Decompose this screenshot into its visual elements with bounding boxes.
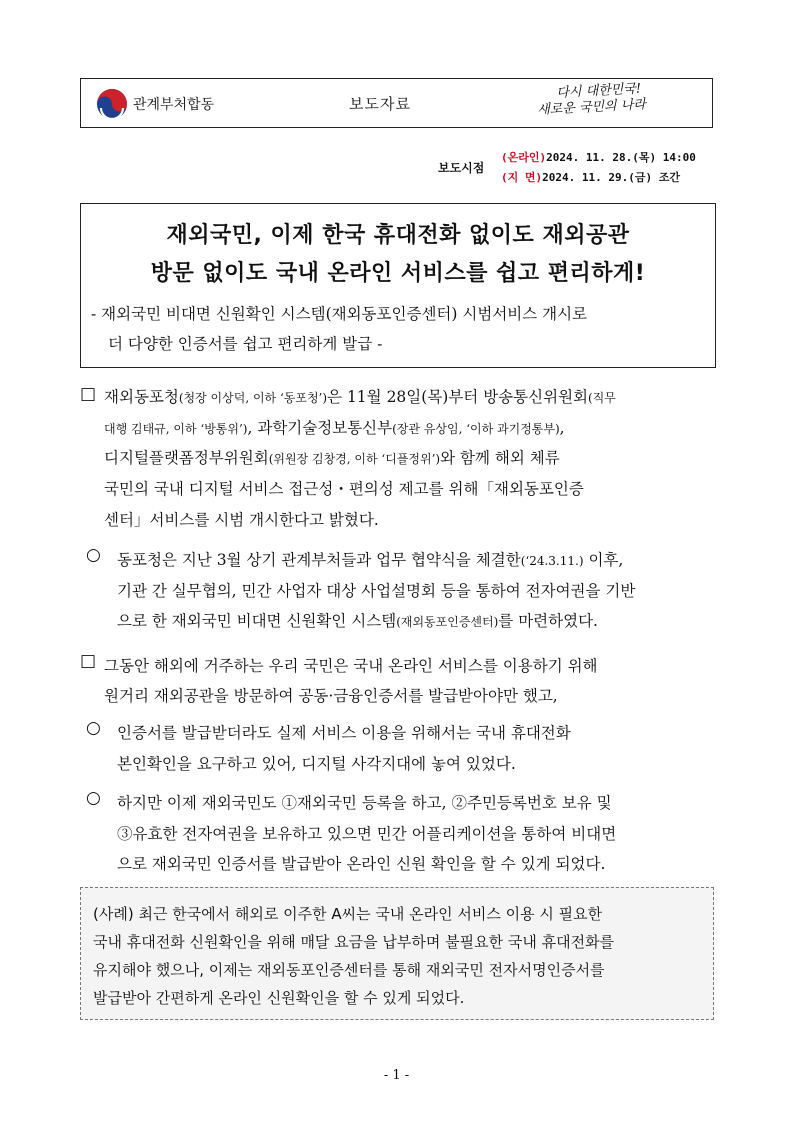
page-number: - 1 - (383, 1068, 410, 1083)
square-bullet-icon: □ (80, 384, 97, 404)
p4-line-1: 인증서를 발급받더라도 실제 서비스 이용을 위해서는 국내 휴대전화 (117, 724, 571, 742)
text: 를 마련하였다. (498, 612, 598, 630)
headline-line-2: 방문 없이도 국내 온라인 서비스를 쉽고 편리하게! (150, 261, 646, 286)
p2-line-3 (117, 609, 598, 631)
embargo-label: 보도시점 (438, 161, 485, 175)
embargo-print-time: 2024. 11. 29.(금) 조간 (542, 171, 680, 184)
government-emblem-icon (95, 87, 129, 121)
example-line-4: 발급받아 간편하게 온라인 신원확인을 할 수 있게 되었다. (93, 989, 465, 1007)
embargo-online-tag: (온라인) (501, 151, 547, 164)
p5-line-1: 하지만 이제 재외국민도 ①재외국민 등록을 하고, ②주민등록번호 보유 및 (117, 794, 612, 812)
p4-line-2: 본인확인을 요구하고 있어, 디지털 사각지대에 놓여 있었다. (117, 755, 516, 773)
circle-bullet-icon: ○ (86, 718, 101, 738)
text: 으로 한 재외국민 비대면 신원확인 시스템 (117, 612, 397, 630)
p2-line-2: 기관 간 실무협의, 민간 사업자 대상 사업설명회 등을 통하여 전자여권을 기반 (117, 582, 636, 600)
text: (청장 이상덕, 이하 ‘동포청’) (178, 391, 328, 405)
p1-line-5: 센터」서비스를 시범 개시한다고 밝혔다. (104, 511, 379, 529)
circle-bullet-icon: ○ (86, 545, 101, 565)
text: (‘24.3.11.) (520, 554, 584, 568)
circle-bullet-icon: ○ (86, 788, 101, 808)
slogan-line-2: 새로운 국민의 나라 (536, 97, 647, 118)
text: 재외동포청 (104, 388, 179, 406)
example-line-1: (사례) 최근 한국에서 해외로 이주한 A씨는 국내 온라인 서비스 이용 시 필요한 (93, 905, 603, 923)
text: (직무 (588, 391, 616, 405)
example-line-2: 국내 휴대전화 신원확인을 위해 매달 요금을 납부하며 불필요한 국내 휴대전화를 (93, 933, 615, 951)
embargo-print-tag: (지 면) (501, 171, 543, 184)
org-name: 관계부처합동 (133, 97, 215, 113)
square-bullet-icon: □ (80, 651, 97, 671)
text: 디지털플랫폼정부위원회 (104, 449, 269, 467)
subtitle-line-1: - 재외국민 비대면 신원확인 시스템(재외동포인증센터) 시범서비스 개시로 (91, 305, 588, 323)
p3-line-1: 그동안 해외에 거주하는 우리 국민은 국내 온라인 서비스를 이용하기 위해 (104, 657, 598, 675)
text: 이후, (583, 551, 624, 569)
text: 대행 김태규, 이하 ‘방통위’) (104, 422, 248, 436)
text: 은 11월 28일(목)부터 방송통신위원회 (327, 388, 589, 406)
example-line-3: 유지해야 했으나, 이제는 재외동포인증센터를 통해 재외국민 전자서명인증서를 (93, 961, 605, 979)
text: , 과학기술정보통신부 (247, 419, 393, 437)
p5-line-2: ③유효한 전자여권을 보유하고 있으면 민간 어플리케이션을 통하여 비대면 (117, 825, 617, 843)
p1-line-3 (104, 446, 560, 468)
text: 동포청은 지난 3월 상기 관계부처들과 업무 협약식을 체결한 (117, 551, 521, 569)
text: 와 함께 해외 체류 (440, 449, 560, 467)
embargo-print (501, 169, 680, 185)
text: (장관 유상임, ‘이하 과기정통부) (392, 422, 560, 436)
example-box (80, 887, 714, 1020)
text: (위원장 김창경, 이하 ‘디플정위’) (268, 452, 441, 466)
p1-line-1 (104, 385, 616, 407)
p5-line-3: 으로 재외국민 인증서를 발급받아 온라인 신원 확인을 할 수 있게 되었다. (117, 855, 606, 873)
p1-line-4: 국민의 국내 디지털 서비스 접근성・편의성 제고를 위해「재외동포인증 (104, 480, 584, 498)
text: , (559, 419, 565, 437)
doc-type: 보도자료 (349, 95, 411, 113)
subtitle-line-2: 더 다양한 인증서를 쉽고 편리하게 발급 - (108, 335, 383, 353)
text: (재외동포인증센터) (396, 615, 499, 629)
embargo-online-time: 2024. 11. 28.(목) 14:00 (546, 151, 696, 164)
title-box (80, 203, 716, 368)
header-box (80, 78, 713, 128)
headline-line-1: 재외국민, 이제 한국 휴대전화 없이도 재외공관 (166, 223, 630, 248)
embargo-online (501, 149, 696, 165)
p2-line-1 (117, 548, 623, 570)
p1-line-2 (104, 416, 565, 438)
slogan (536, 79, 688, 127)
slogan-line-1: 다시 대한민국! (556, 81, 642, 101)
p3-line-2: 원거리 재외공관을 방문하여 공동·금융인증서를 발급받아야만 했고, (104, 687, 558, 705)
